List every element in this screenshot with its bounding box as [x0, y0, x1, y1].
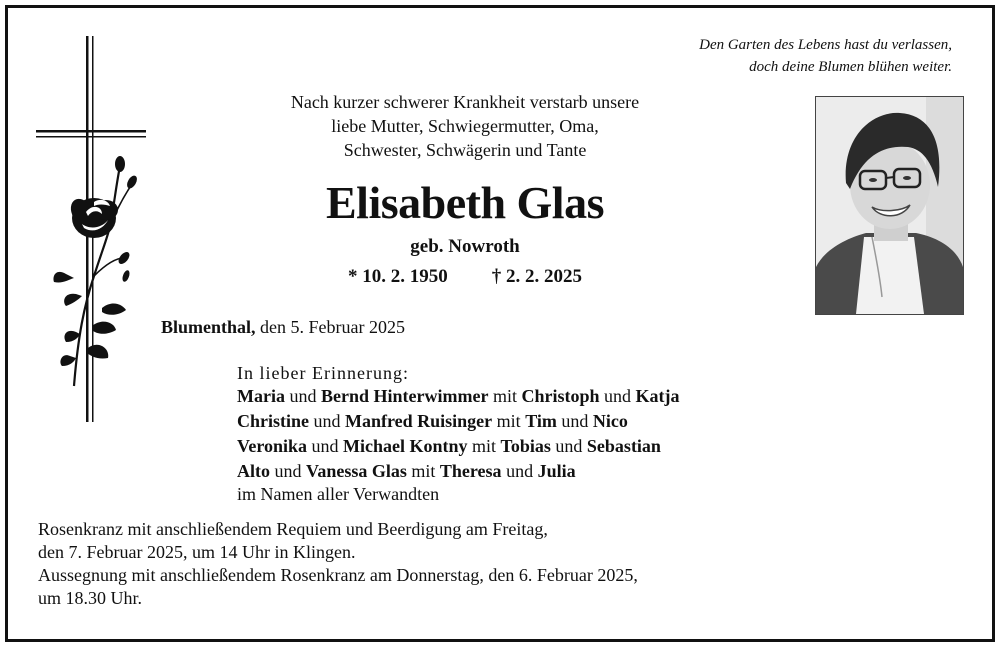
mourner-name: Christine: [237, 411, 309, 431]
service-info: [38, 518, 638, 610]
mourner-connector: mit: [488, 386, 522, 406]
life-dates: [165, 266, 765, 288]
mourner-connector: und: [270, 461, 306, 481]
relatives-line: im Namen aller Verwandten: [237, 484, 440, 504]
cross-with-rose-icon: [36, 36, 156, 422]
mourner-connector: und: [284, 386, 321, 406]
mourner-connector: und: [550, 436, 587, 456]
place-and-date: [161, 317, 405, 338]
mourner-name: Vanessa Glas: [306, 461, 407, 481]
mourner-connector: und: [309, 411, 345, 431]
portrait-illustration: [816, 97, 963, 314]
motto: [634, 34, 952, 78]
service-line: Rosenkranz mit anschließendem Requiem und Beerdigung am Freitag,: [38, 519, 548, 539]
place: Blumenthal,: [161, 317, 256, 337]
mourner-connector: mit: [492, 411, 526, 431]
intro-line: liebe Mutter, Schwiegermutter, Oma,: [331, 116, 599, 136]
mourner-name: Julia: [537, 461, 576, 481]
mourner-connector: mit: [406, 461, 440, 481]
mourner-name: Katja: [635, 386, 680, 406]
mourner-name: Tim: [525, 411, 557, 431]
mourner-row: [237, 384, 680, 409]
service-line: den 7. Februar 2025, um 14 Uhr in Klingen.: [38, 542, 356, 562]
mourner-name: Theresa: [439, 461, 502, 481]
mourners-list: [237, 384, 680, 484]
deceased-name: Elisabeth Glas: [325, 177, 604, 228]
mourner-connector: mit: [467, 436, 501, 456]
mourner-name: Sebastian: [586, 436, 661, 456]
mourner-row: [237, 409, 680, 434]
portrait-photo: [815, 96, 964, 315]
motto-line: doch deine Blumen blühen weiter.: [749, 59, 952, 75]
date: den 5. Februar 2025: [255, 317, 405, 337]
service-line: um 18.30 Uhr.: [38, 588, 143, 608]
birth-name: geb. Nowroth: [410, 236, 520, 257]
mourner-connector: und: [556, 411, 593, 431]
mourner-name: Tobias: [500, 436, 551, 456]
death-date: † 2. 2. 2025: [491, 266, 582, 287]
mourner-name: Bernd Hinterwimmer: [320, 386, 489, 406]
birth-date: * 10. 2. 1950: [348, 266, 448, 287]
mourner-row: [237, 434, 680, 459]
mourner-name: Michael Kontny: [343, 436, 468, 456]
intro-line: Nach kurzer schwerer Krankheit verstarb unsere: [290, 92, 640, 112]
service-line: Aussegnung mit anschließendem Rosenkranz am Donnerstag, den 6. Februar 2025,: [38, 565, 638, 585]
intro-line: Schwester, Schwägerin und Tante: [343, 140, 587, 160]
mourner-row: [237, 459, 680, 484]
mourner-name: Christoph: [521, 386, 600, 406]
motto-line: Den Garten des Lebens hast du verlassen,: [699, 37, 952, 53]
mourner-name: Manfred Ruisinger: [345, 411, 493, 431]
mourner-name: Nico: [592, 411, 628, 431]
mourner-name: Alto: [237, 461, 270, 481]
mourner-connector: und: [599, 386, 636, 406]
mourner-name: Maria: [237, 386, 285, 406]
remembrance-heading: In lieber Erinnerung:: [237, 363, 409, 383]
mourner-connector: und: [501, 461, 538, 481]
intro-text: [165, 90, 765, 162]
mourner-connector: und: [307, 436, 344, 456]
mourner-name: Veronika: [237, 436, 308, 456]
